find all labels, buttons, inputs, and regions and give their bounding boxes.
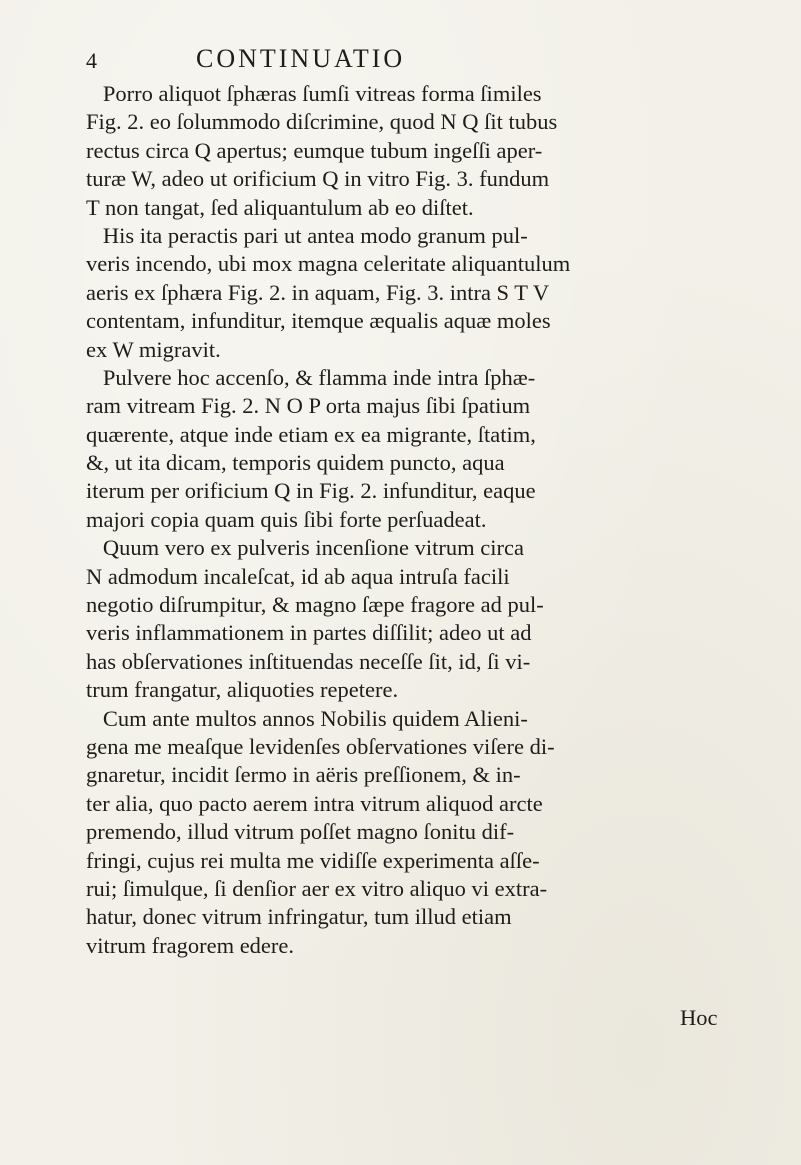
- page-header: [86, 44, 726, 78]
- text-line: Quum vero ex pulveris incenſione vitrum circa: [86, 535, 524, 561]
- text-line: veris inflammationem in partes diſſilit; adeo ut ad: [86, 620, 532, 646]
- text-line: ram vitream Fig. 2. N O P orta majus ſibi ſpatium: [86, 393, 531, 419]
- text-line: negotio diſrumpitur, & magno ſæpe fragore ad pul-: [86, 592, 544, 618]
- running-head: CONTINUATIO: [196, 44, 406, 73]
- text-line: Pulvere hoc accenſo, & flamma inde intra ſphæ-: [86, 364, 536, 390]
- page-number: 4: [86, 48, 97, 73]
- text-line: turæ W, adeo ut orificium Q in vitro Fig. 3. fundum: [86, 166, 550, 192]
- text-line: gena me meaſque levidenſes obſervationes viſere di-: [86, 733, 555, 759]
- text-line: gnaretur, incidit ſermo in aëris preſſionem, & in-: [86, 762, 521, 788]
- text-line: contentam, infunditur, itemque æqualis aquæ moles: [86, 308, 551, 334]
- text-line: T non tangat, ſed aliquantulum ab eo diſtet.: [86, 194, 474, 220]
- text-line: Porro aliquot ſphæras ſumſi vitreas forma ſimiles: [86, 81, 542, 106]
- catchword: Hoc: [680, 1005, 718, 1030]
- text-line: hatur, donec vitrum infringatur, tum illud etiam: [86, 904, 512, 930]
- text-line: fringi, cujus rei multa me vidiſſe experimenta aſſe-: [86, 847, 540, 873]
- text-line: N admodum incaleſcat, id ab aqua intruſa facili: [86, 563, 510, 589]
- text-line: majori copia quam quis ſibi forte perſuadeat.: [86, 506, 487, 532]
- text-line: aeris ex ſphæra Fig. 2. in aquam, Fig. 3. intra S T V: [86, 279, 550, 305]
- text-line: has obſervationes inſtituendas neceſſe ſit, id, ſi vi-: [86, 648, 531, 674]
- text-line: trum frangatur, aliquoties repetere.: [86, 677, 399, 703]
- text-line: veris incendo, ubi mox magna celeritate aliquantulum: [86, 251, 571, 277]
- body-text: [86, 80, 734, 960]
- text-line: Cum ante multos annos Nobilis quidem Alieni-: [86, 705, 528, 731]
- text-line: His ita peractis pari ut antea modo granum pul-: [86, 222, 528, 248]
- text-line: quærente, atque inde etiam ex ea migrante, ſtatim,: [86, 421, 536, 447]
- text-line: &, ut ita dicam, temporis quidem puncto, aqua: [86, 450, 505, 476]
- text-line: ter alia, quo pacto aerem intra vitrum aliquod arcte: [86, 790, 543, 816]
- text-line: rectus circa Q apertus; eumque tubum ingeſſi aper-: [86, 137, 543, 163]
- text-line: ex W migravit.: [86, 336, 221, 362]
- text-line: iterum per orificium Q in Fig. 2. infunditur, eaque: [86, 478, 536, 504]
- text-line: rui; ſimulque, ſi denſior aer ex vitro aliquo vi extra-: [86, 875, 548, 901]
- text-line: vitrum fragorem edere.: [86, 932, 295, 958]
- text-line: premendo, illud vitrum poſſet magno ſonitu dif-: [86, 819, 515, 845]
- text-line: Fig. 2. eo ſolummodo diſcrimine, quod N Q ſit tubus: [86, 109, 558, 135]
